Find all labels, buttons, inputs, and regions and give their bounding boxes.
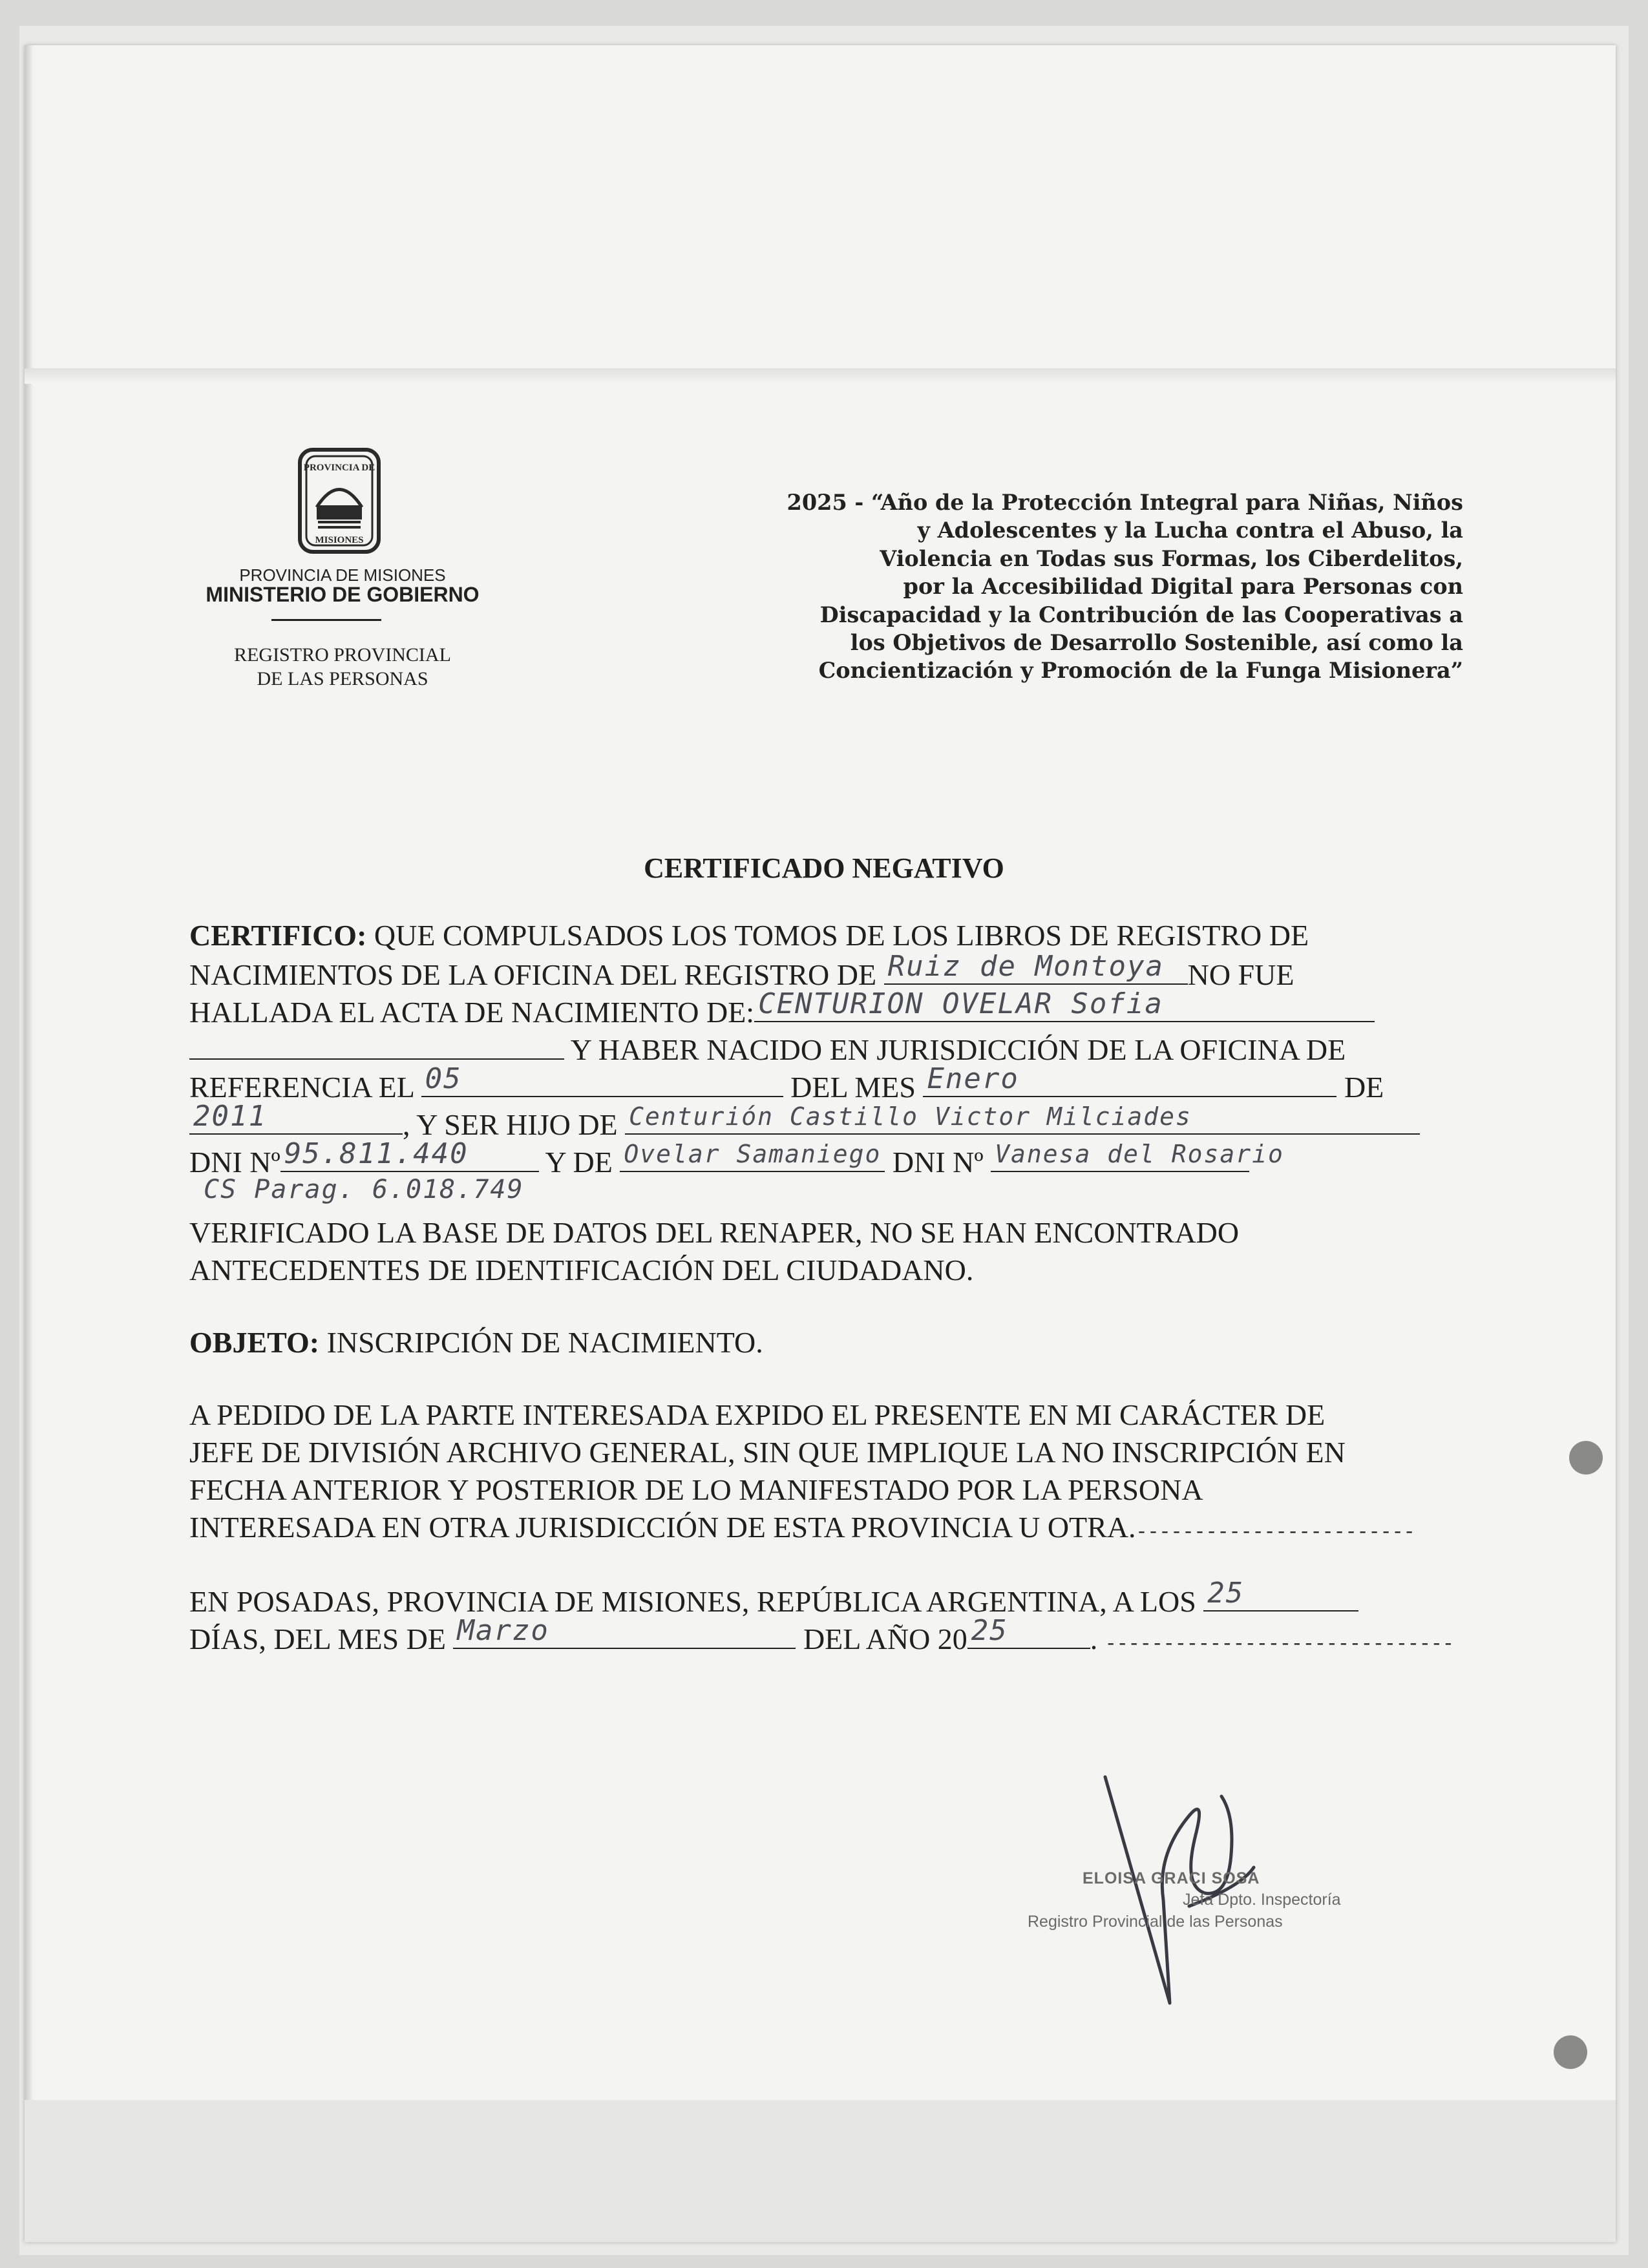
text-fragment: NO FUE bbox=[1187, 958, 1294, 991]
registry-label-line2: DE LAS PERSONAS bbox=[257, 668, 428, 689]
handwritten-issue-month: Marzo bbox=[457, 1614, 549, 1647]
dash-fill: ------------------------------ bbox=[1104, 1633, 1454, 1655]
dash-fill: ------------------------ bbox=[1136, 1522, 1415, 1544]
stamp-organization: Registro Provincial de las Personas bbox=[1028, 1913, 1283, 1931]
seal-text-bottom: MISIONES bbox=[315, 535, 364, 545]
handwritten-father: Centurión Castillo Victor Milciades bbox=[629, 1102, 1192, 1131]
handwritten-mother-extra: Vanesa del Rosario bbox=[995, 1140, 1284, 1168]
father-name-field bbox=[625, 1102, 1420, 1135]
ministry-label: MINISTERIO DE GOBIERNO bbox=[206, 583, 480, 606]
header-divider bbox=[271, 619, 381, 621]
stamp-role: Jefa Dpto. Inspectoría bbox=[1183, 1891, 1341, 1909]
text-fragment: INTERESADA EN OTRA JURISDICCIÓN DE ESTA PROVINCIA U OTRA. bbox=[189, 1511, 1136, 1544]
motto-line: Concientización y Promoción de la Funga Misionera” bbox=[818, 658, 1463, 684]
motto-line: 2025 - “Año de la Protección Integral para Niñas, Niños bbox=[787, 490, 1463, 515]
text-fragment: DNI Nº bbox=[189, 1146, 280, 1179]
place-date-line-2 bbox=[189, 1614, 1454, 1663]
verification-line-2: ANTECEDENTES DE IDENTIFICACIÓN DEL CIUDADANO. bbox=[189, 1254, 974, 1286]
province-label: PROVINCIA DE MISIONES bbox=[239, 565, 446, 585]
text-fragment: REFERENCIA EL bbox=[189, 1071, 421, 1104]
text-fragment: DEL MES bbox=[783, 1071, 924, 1104]
text-fragment: HALLADA EL ACTA DE NACIMIENTO DE: bbox=[189, 996, 755, 1029]
handwritten-issue-day: 25 bbox=[1207, 1577, 1245, 1610]
certifico-text: QUE COMPULSADOS LOS TOMOS DE LOS LIBROS DE REGISTRO DE bbox=[366, 919, 1309, 952]
motto-line: Discapacidad y la Contribución de las Cooperativas a bbox=[819, 602, 1463, 627]
text-fragment: Y HABER NACIDO EN JURISDICCIÓN DE LA OFICINA DE bbox=[564, 1033, 1346, 1066]
registry-label-line1: REGISTRO PROVINCIAL bbox=[234, 644, 451, 666]
father-dni-field bbox=[280, 1137, 539, 1172]
office-field bbox=[884, 950, 1188, 985]
verification-line-1: VERIFICADO LA BASE DE DATOS DEL RENAPER, NO SE HAN ENCONTRADO bbox=[189, 1216, 1240, 1249]
handwritten-month: Enero bbox=[927, 1062, 1019, 1095]
year-motto bbox=[646, 488, 1463, 685]
text-fragment: Y DE bbox=[538, 1146, 620, 1179]
text-fragment: NACIMIENTOS DE LA OFICINA DEL REGISTRO DE bbox=[189, 958, 884, 991]
document-title: CERTIFICADO NEGATIVO bbox=[644, 852, 1004, 884]
mother-name-field bbox=[620, 1142, 885, 1172]
text-fragment: . bbox=[1090, 1622, 1105, 1655]
handwritten-issue-year: 25 bbox=[971, 1614, 1008, 1647]
objeto-line bbox=[189, 1325, 763, 1361]
jurisdiction-line bbox=[189, 1030, 1346, 1068]
birth-month-field bbox=[923, 1062, 1336, 1097]
issue-year-field bbox=[967, 1614, 1090, 1649]
stamp-name: ELOISA GRACI SOSA bbox=[1083, 1869, 1260, 1887]
objeto-text: INSCRIPCIÓN DE NACIMIENTO. bbox=[319, 1326, 763, 1359]
handwritten-mother: Ovelar Samaniego bbox=[624, 1140, 882, 1168]
birth-day-field bbox=[421, 1062, 783, 1097]
text-fragment: EN POSADAS, PROVINCIA DE MISIONES, REPÚBLICA ARGENTINA, A LOS bbox=[189, 1585, 1204, 1618]
motto-line: y Adolescentes y la Lucha contra el Abuso, la bbox=[917, 518, 1463, 543]
pedido-line-1: A PEDIDO DE LA PARTE INTERESADA EXPIDO EL PRESENTE EN MI CARÁCTER DE bbox=[189, 1398, 1326, 1431]
text-fragment: DNI Nº bbox=[885, 1146, 991, 1179]
issue-month-field bbox=[453, 1614, 796, 1649]
text-fragment: DE bbox=[1336, 1071, 1384, 1104]
motto-line: Violencia en Todas sus Formas, los Ciberdelitos, bbox=[880, 545, 1463, 571]
text-fragment: DEL AÑO 20 bbox=[796, 1622, 967, 1655]
text-fragment: , Y SER HIJO DE bbox=[403, 1108, 626, 1141]
provincial-seal-logo bbox=[278, 446, 401, 556]
handwritten-mother-dni: CS Parag. 6.018.749 bbox=[204, 1175, 524, 1204]
seal-text-top: PROVINCIA DE bbox=[303, 463, 375, 473]
motto-line: por la Accesibilidad Digital para Personas con bbox=[903, 574, 1463, 600]
objeto-label: OBJETO: bbox=[189, 1326, 320, 1359]
issue-day-field bbox=[1203, 1577, 1358, 1612]
blank-field bbox=[189, 1030, 564, 1060]
handwritten-father-dni: 95.811.440 bbox=[284, 1137, 469, 1170]
text-fragment: DÍAS, DEL MES DE bbox=[189, 1622, 454, 1655]
mother-dni-field bbox=[991, 1140, 1284, 1172]
certifico-label: CERTIFICO: bbox=[189, 919, 367, 952]
birth-record-line bbox=[189, 987, 1375, 1031]
handwritten-year: 2011 bbox=[193, 1100, 267, 1133]
handwritten-day: 05 bbox=[425, 1062, 462, 1095]
person-name-field bbox=[754, 987, 1375, 1022]
handwritten-name: CENTURION OVELAR Sofia bbox=[758, 987, 1163, 1020]
motto-line: los Objetivos de Desarrollo Sostenible, así como la bbox=[850, 630, 1463, 656]
pedido-line-4 bbox=[189, 1509, 1415, 1551]
handwritten-office: Ruiz de Montoya bbox=[887, 950, 1164, 983]
pedido-line-2: JEFE DE DIVISIÓN ARCHIVO GENERAL, SIN QUE IMPLIQUE LA NO INSCRIPCIÓN EN bbox=[189, 1436, 1346, 1469]
place-date-line-1 bbox=[189, 1577, 1358, 1620]
pedido-line-3: FECHA ANTERIOR Y POSTERIOR DE LO MANIFESTADO POR LA PERSONA bbox=[189, 1473, 1203, 1506]
birth-year-field bbox=[189, 1100, 403, 1135]
